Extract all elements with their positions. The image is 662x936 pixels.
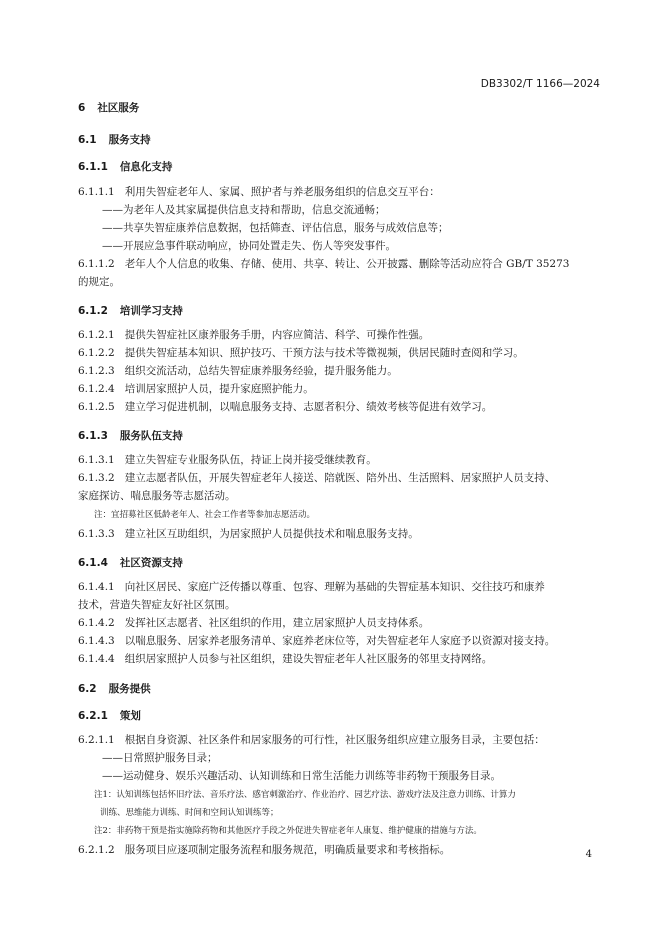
clause-6-1-3-2 <box>78 469 598 487</box>
clause-6-1-1-1 <box>78 183 598 201</box>
section-number: 6.1.4 <box>78 557 108 569</box>
clause-6-2-1-1 <box>78 731 598 749</box>
section-heading-6-1-1 <box>78 159 598 174</box>
clause-number: 6.1.4.2 <box>78 617 115 629</box>
clause-number: 6.1.4.1 <box>78 581 115 593</box>
section-heading-6-1-2 <box>78 303 598 318</box>
clause-6-1-3-1 <box>78 451 598 469</box>
clause-6-1-3-3 <box>78 525 598 543</box>
section-number: 6 <box>78 102 86 114</box>
list-item: ——为老年人及其家属提供信息支持和帮助，信息交流通畅； <box>102 204 386 216</box>
section-title: 服务队伍支持 <box>119 430 183 442</box>
note <box>78 507 598 523</box>
section-title: 服务支持 <box>108 134 151 146</box>
clause-continuation: 的规定。 <box>78 276 120 288</box>
clause-text: 根据自身资源、社区条件和居家服务的可行性，社区服务组织应建立服务目录，主要包括： <box>124 734 545 746</box>
clause-text: 组织交流活动，总结失智症康养服务经验，提升服务能力。 <box>124 365 398 377</box>
clause-text: 以喘息服务、居家养老服务清单、家庭养老床位等，对失智症老年人家庭予以资源对接支持。 <box>124 635 556 647</box>
clause-text: 服务项目应逐项制定服务流程和服务规范，明确质量要求和考核指标。 <box>124 844 451 856</box>
note-continuation: 训练、思维能力训练、时间和空间认知训练等； <box>100 808 279 818</box>
section-title: 信息化支持 <box>119 161 173 173</box>
clause-text: 老年人个人信息的收集、存储、使用、共享、转让、公开披露、删除等活动应符合 GB/T 35273 <box>124 258 570 270</box>
clause-number: 6.1.4.3 <box>78 635 115 647</box>
section-title: 社区服务 <box>97 102 140 114</box>
note-1 <box>78 787 598 803</box>
section-heading-6-1-3 <box>78 428 598 443</box>
section-title: 社区资源支持 <box>119 557 183 569</box>
clause-6-1-2-3 <box>78 362 598 380</box>
clause-6-1-4-2 <box>78 614 598 632</box>
clause-text: 建立社区互助组织，为居家照护人员提供技术和喘息服务支持。 <box>124 528 419 540</box>
clause-6-1-2-4 <box>78 380 598 398</box>
note-label: 注1： <box>94 790 117 800</box>
note-label: 注： <box>94 510 112 520</box>
clause-6-2-1-2 <box>78 841 598 859</box>
standard-code: DB3302/T 1166—2024 <box>480 78 600 90</box>
note-label: 注2： <box>94 826 117 836</box>
clause-number: 6.1.2.1 <box>78 329 115 341</box>
note-text: 非药物干预是指实施除药物和其他医疗手段之外促进失智症老年人康复、维护健康的措施与方法。 <box>116 826 482 836</box>
clause-number: 6.1.4.4 <box>78 653 115 665</box>
clause-text: 培训居家照护人员，提升家庭照护能力。 <box>124 383 314 395</box>
clause-text: 建立失智症专业服务队伍，持证上岗并接受继续教育。 <box>124 454 377 466</box>
clause-number: 6.2.1.1 <box>78 734 115 746</box>
clause-number: 6.1.1.1 <box>78 186 115 198</box>
clause-number: 6.1.2.4 <box>78 383 115 395</box>
clause-6-1-2-5 <box>78 398 598 416</box>
section-title: 服务提供 <box>108 683 151 695</box>
section-number: 6.1.3 <box>78 430 108 442</box>
list-item: ——运动健身、娱乐兴趣活动、认知训练和日常生活能力训练等非药物干预服务目录。 <box>102 770 501 782</box>
section-number: 6.1.1 <box>78 161 108 173</box>
clause-text: 组织居家照护人员参与社区组织，建设失智症老年人社区服务的邻里支持网络。 <box>124 653 493 665</box>
document-body <box>78 100 598 859</box>
clause-6-1-4-3 <box>78 632 598 650</box>
section-heading-6 <box>78 100 598 115</box>
list-item: ——日常照护服务目录； <box>102 752 218 764</box>
clause-6-1-4-1 <box>78 578 598 596</box>
list-item: ——共享失智症康养信息数据，包括筛查、评估信息，服务与成效信息等； <box>102 222 449 234</box>
clause-text: 提供失智症基本知识、照护技巧、干预方法与技术等微视频，供居民随时查阅和学习。 <box>124 347 524 359</box>
clause-6-1-4-4 <box>78 650 598 668</box>
clause-text: 提供失智症社区康养服务手册，内容应简洁、科学、可操作性强。 <box>124 329 430 341</box>
note-text: 宜招募社区低龄老年人、社会工作者等参加志愿活动。 <box>111 510 316 520</box>
section-heading-6-1 <box>78 132 598 147</box>
clause-number: 6.1.2.3 <box>78 365 115 377</box>
clause-6-1-1-2 <box>78 255 598 273</box>
section-heading-6-1-4 <box>78 555 598 570</box>
clause-text: 向社区居民、家庭广泛传播以尊重、包容、理解为基础的失智症基本知识、交往技巧和康养 <box>124 581 545 593</box>
clause-number: 6.1.3.3 <box>78 528 115 540</box>
clause-6-1-2-1 <box>78 326 598 344</box>
clause-text: 建立志愿者队伍，开展失智症老年人接送、陪就医、陪外出、生活照料、居家照护人员支持、 <box>124 472 556 484</box>
section-title: 培训学习支持 <box>119 305 183 317</box>
clause-continuation: 技术，营造失智症友好社区氛围。 <box>78 599 236 611</box>
section-number: 6.1 <box>78 134 97 146</box>
section-title: 策划 <box>119 710 141 722</box>
page-number: 4 <box>585 849 592 860</box>
note-2 <box>78 823 598 839</box>
clause-text: 利用失智症老年人、家属、照护者与养老服务组织的信息交互平台： <box>124 186 440 198</box>
section-number: 6.2 <box>78 683 97 695</box>
section-number: 6.2.1 <box>78 710 108 722</box>
clause-continuation: 家庭探访、喘息服务等志愿活动。 <box>78 490 236 502</box>
clause-number: 6.1.3.1 <box>78 454 115 466</box>
list-item: ——开展应急事件联动响应，协同处置走失、伤人等突发事件。 <box>102 240 396 252</box>
clause-text: 发挥社区志愿者、社区组织的作用，建立居家照护人员支持体系。 <box>124 617 430 629</box>
note-text: 认知训练包括怀旧疗法、音乐疗法、感官刺激治疗、作业治疗、园艺疗法、游戏疗法及注意力训练、计算力 <box>116 790 516 800</box>
clause-number: 6.2.1.2 <box>78 844 115 856</box>
clause-number: 6.1.2.5 <box>78 401 115 413</box>
clause-number: 6.1.2.2 <box>78 347 115 359</box>
clause-6-1-2-2 <box>78 344 598 362</box>
section-heading-6-2 <box>78 681 598 696</box>
section-heading-6-2-1 <box>78 708 598 723</box>
clause-number: 6.1.1.2 <box>78 258 115 270</box>
clause-text: 建立学习促进机制，以喘息服务支持、志愿者积分、绩效考核等促进有效学习。 <box>124 401 493 413</box>
clause-number: 6.1.3.2 <box>78 472 115 484</box>
section-number: 6.1.2 <box>78 305 108 317</box>
